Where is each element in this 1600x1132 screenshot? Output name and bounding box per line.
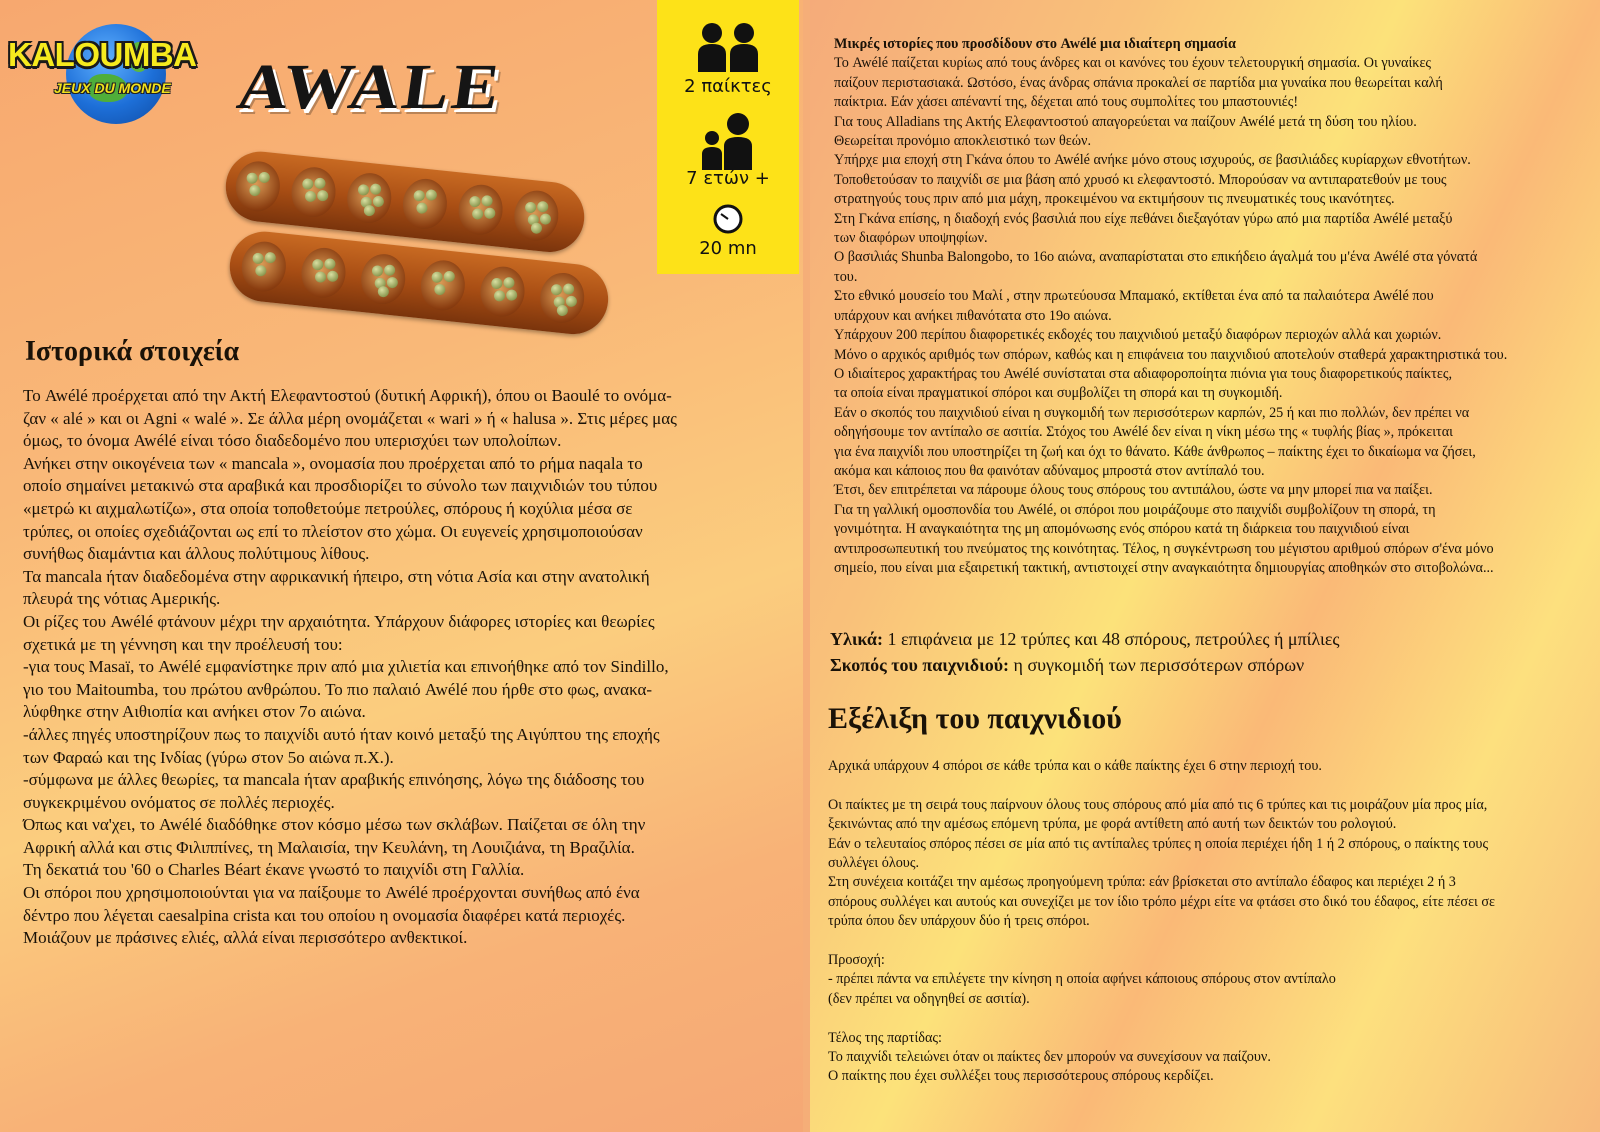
rules-line: Το παιχνίδι τελειώνει όταν οι παίκτες δεν μπορούν να συνεχίσουν να παίζουν.	[828, 1049, 1271, 1066]
age-range: 7 ετών +	[686, 168, 770, 189]
history-line: συνήθως διαμάντια και άλλους πολύτιμους λίθους.	[23, 544, 370, 564]
stories-line: τα οποία είναι πραγματικοί σπόροι και συμβολίζει τη σπορά και τη συγκομιδή.	[834, 385, 1283, 402]
seed	[530, 222, 542, 234]
board-pit	[456, 183, 505, 237]
history-line: Τη δεκατιά του '60 ο Charles Béart έκανε γνωστό το παιχνίδι στη Γαλλία.	[23, 860, 525, 880]
rules-line: Αρχικά υπάρχουν 4 σπόροι σε κάθε τρύπα και ο κάθε παίκτης έχει 6 στην περιοχή του.	[828, 758, 1322, 774]
materials-section	[830, 626, 1590, 678]
game-duration: 20 mn	[699, 238, 757, 259]
seed	[481, 195, 493, 207]
game-rules-text	[828, 757, 1598, 1087]
stories-heading: Μικρές ιστορίες που προσδίδουν στο Awélé μια ιδιαίτερη σημασία	[834, 36, 1236, 52]
stories-line: Ο βασιλιάς Shunba Balongobo, το 16ο αιώνα, αναπαρίσταται στο επικήδειο άγαλμά του μ'ένα Awélé στα γόνατά	[834, 249, 1478, 266]
history-line: συγκεκριμένου ονόματος σε πολλές περιοχές.	[23, 792, 335, 812]
seed	[493, 290, 505, 302]
materials-line	[830, 626, 1590, 652]
history-line: δέντρο που λέγεται caesalpina crista και του οποίου η ονομασία διαφέρει κατά περιοχές.	[23, 905, 626, 925]
game-info-box	[657, 0, 799, 274]
history-line: σχετικά με τη γέννηση και την προέλευσή του:	[23, 634, 343, 654]
history-line: οποίο σημαίνει μετακινώ στα αραβικά και προσδιορίζει το σύνολο των παιχνιδιών του τύπου	[23, 476, 658, 496]
history-line: Αφρική αλλά και στις Φιλιππίνες, τη Μαλαισία, την Κευλάνη, τη Λουιζιάνα, τη Βραζιλία.	[23, 837, 635, 857]
seed	[434, 284, 446, 296]
seed	[377, 286, 389, 298]
seed	[246, 172, 258, 184]
seed	[314, 177, 326, 189]
stories-line: Το Awélé παίζεται κυρίως από τους άνδρες και οι κανόνες του έχουν τελετουργική σημασία. Οι γυναίκες	[834, 55, 1432, 72]
materials-text: 1 επιφάνεια με 12 τρύπες και 48 σπόρους, πετρούλες ή μπίλιες	[882, 629, 1340, 649]
history-line: Οι ρίζες του Awélé φτάνουν μέχρι την αρχαιότητα. Υπάρχουν διάφορες ιστορίες και θεωρίες	[23, 611, 655, 631]
history-line: -άλλες πηγές υποστηρίζουν πως το παιχνίδι αυτό ήταν κοινό μεταξύ της Αιγύπτου της εποχής	[23, 724, 660, 744]
logo-name: KALOUMBA	[8, 36, 197, 73]
seed	[539, 213, 551, 225]
history-line: ζαν « alé » και οι Agni « walé ». Σε άλλα μέρη ονομάζεται « wari » ή « halusa ». Στις μέρες μας	[23, 408, 677, 428]
stories-line: Μόνο ο αρχικός αριθμός των σπόρων, καθώς και η επιφάνεια του παιχνιδιού αποτελούν σταθερά χαρακτηριστικά του.	[834, 346, 1508, 363]
rules-line: - πρέπει πάντα να επιλέγετε την κίνηση η οποία αφήνει κάποιους σπόρους στον αντίπαλο	[828, 971, 1336, 988]
history-line: γιο του Maitoumba, του πρώτου ανθρώπου. Το πιο παλαιό Awélé που ήρθε στο φως, ανακα-	[23, 679, 653, 699]
stories-line: Υπήρχε μια εποχή στη Γκάνα όπου το Awélé ανήκε μόνο στους ισχυρούς, σε βασιλιάδες κυρίαρχων εθνοτήτων.	[834, 152, 1471, 169]
game-title: AWALE	[233, 52, 508, 123]
board-pit	[478, 264, 527, 318]
history-line: όμως, το όνομα Awélé είναι τόσο διαδεδομένο που υπερισχύει των υπολοίπων.	[23, 431, 562, 451]
history-line: -σύμφωνα με άλλες θεωρίες, τα mancala ήταν αραβικής επινόησης, λόγω της διάδοσης του	[23, 770, 645, 790]
seed	[556, 304, 568, 316]
seed	[550, 284, 562, 296]
board-pit	[345, 171, 394, 225]
history-line: Ανήκει στην οικογένεια των « mancala », ονομασία που προέρχεται από το ρήμα naqala το	[23, 453, 643, 473]
seed	[503, 277, 515, 289]
seed	[302, 178, 314, 190]
seed	[425, 189, 437, 201]
two-players-icon	[657, 22, 799, 72]
seed	[413, 190, 425, 202]
rules-line: ξεκινώντας από την αμέσως επόμενη τρύπα, με φορά αντίθετη από αυτή των δεικτών του ρολογιού.	[828, 816, 1397, 833]
seed	[565, 295, 577, 307]
history-line: Το Awélé προέρχεται από την Ακτή Ελεφαντοστού (δυτική Αφρική), όπου οι Baoulé το ονόμα-	[23, 386, 672, 405]
stories-line: του.	[834, 268, 858, 285]
stories-line: στρατηγούς τους πριν από μια μάχη, προκειμένου να εκτιμήσουν τις πνευματικές τους ικανότητες.	[834, 191, 1395, 208]
rules-line: τρύπα όπου δεν υπάρχουν δύο ή τρεις σπόροι.	[828, 913, 1090, 930]
seed	[484, 207, 496, 219]
goal-line	[830, 652, 1590, 678]
kaloumba-logo	[8, 14, 203, 126]
seed	[431, 271, 443, 283]
seed	[384, 264, 396, 276]
goal-label: Σκοπός του παιχνιδιού:	[830, 655, 1010, 675]
board-pit	[239, 239, 288, 293]
board-pit	[359, 252, 408, 306]
seed	[324, 258, 336, 270]
stories-line: των διαφόρων υποψηφίων.	[834, 230, 988, 247]
seed	[363, 205, 375, 217]
logo-tagline: JEUX DU MONDE	[54, 80, 171, 96]
history-line: -για τους Masaï, το Awélé εμφανίστηκε πριν από μια χιλιετία και επινοήθηκε από τον Sindillo,	[23, 657, 669, 677]
history-line: Όπως και να'χει, το Awélé διαδόθηκε στον κόσμο μέσω των σκλάβων. Παίζεται σε όλη την	[23, 815, 646, 835]
rules-spacer	[828, 776, 1598, 795]
seed	[317, 190, 329, 202]
stories-line: ακόμα και κάποιος που θα φαινόταν αδύναμος μπροστά στον αντίπαλό του.	[834, 462, 1265, 479]
seed	[372, 195, 384, 207]
board-pit	[289, 165, 338, 219]
rules-line: Προσοχή:	[828, 952, 885, 969]
seed	[506, 289, 518, 301]
seed	[249, 185, 261, 197]
board-pit	[512, 188, 561, 242]
seed	[525, 201, 537, 213]
seed	[312, 259, 324, 271]
goal-text: η συγκομιδή των περισσότερων σπόρων	[1009, 655, 1305, 675]
seed	[472, 208, 484, 220]
history-line: Μοιάζουν με πράσινες ελιές, αλλά είναι περισσότερο ανθεκτικοί.	[23, 928, 468, 948]
stories-line: Στη Γκάνα επίσης, η διαδοχή ενός βασιλιά που είχε πεθάνει διεξαγόταν γύρω από μια παρτίδα Awélé μεταξύ	[834, 210, 1453, 227]
stories-line: αντιπροσωπευτική του πνεύματος της κοινότητας. Τέλος, η συγκέντρωση του μέγιστου αριθμού σπόρων σ'ένα μόνο	[834, 540, 1494, 557]
seed	[443, 270, 455, 282]
rules-line: Στη συνέχεια κοιτάζει την αμέσως προηγούμενη τρύπα: εάν βρίσκεται στο αντίπαλο έδαφος και περιέχει 2 ή 3	[828, 874, 1456, 891]
board-pit	[400, 177, 449, 231]
stories-section	[834, 35, 1600, 578]
stories-line: Εάν ο σκοπός του παιχνιδιού είναι η συγκομιδή των περισσότερων καρπών, 25 ή και πιο πολλών, δεν πρέπει να	[834, 404, 1470, 421]
board-pit	[418, 258, 467, 312]
seed	[314, 271, 326, 283]
stories-line: για ένα παιχνίδι που υποστηρίζει τη ζωή και όχι το θάνατο. Κάθε άνθρωπος – παίκτης έχει το δικαίωμα να ζήσει,	[834, 443, 1476, 460]
history-line: λύφθηκε στην Αιθιοπία και ανήκει στον 7ο αιώνα.	[23, 702, 366, 722]
history-line: τρύπες, οι οποίες σχεδιάζονται ως επί το πλείστον στο χώμα. Οι ευγενείς χρησιμοποιούσαν	[23, 521, 643, 541]
stories-line: Έτσι, δεν επιτρέπεται να πάρουμε όλους τους σπόρους του αντιπάλου, ώστε να μην μπορεί πια να παίξει.	[834, 482, 1433, 499]
rules-line: σπόρους συλλέγει και αυτούς και συνεχίζει με τον ίδιο τρόπο μέχρι είτε να φτάσει στο δικό του έδαφος, είτε πέσει σε	[828, 893, 1496, 910]
seed	[469, 196, 481, 208]
page-gutter	[803, 0, 810, 1132]
stories-line: Για τους Alladians της Ακτής Ελεφαντοστού απαγορεύεται να παίζουν Awélé μετά τη δύση του ηλίου.	[834, 113, 1417, 130]
rules-line: Τέλος της παρτίδας:	[828, 1029, 942, 1046]
rules-line: Οι παίκτες με τη σειρά τους παίρνουν όλους τους σπόρους από μία από τις 6 τρύπες και τις μοιράζουν μία προς μία,	[828, 796, 1488, 813]
history-line: Οι σπόροι που χρησιμοποιούνται για να παίξουμε το Awélé προέρχονται συνήθως από ένα	[23, 883, 640, 903]
rules-spacer	[828, 932, 1598, 951]
stories-line: Θεωρείται προνόμιο αποκλειστικό των θεών.	[834, 133, 1091, 150]
seed	[258, 171, 270, 183]
history-line: των Φαραώ και της Ινδίας (γύρω στον 5ο αιώνα π.Χ.).	[23, 747, 394, 767]
stories-line: σημείο, που είναι μια εξαιρετική τακτική, αντιστοιχεί στην αναγκαιότητα δημιουργίας αποθηκών στο σιτοβολώνα...	[834, 559, 1494, 576]
stories-line: παίζουν περιστασιακά. Ωστόσο, ένας άνδρας σπάνια προκαλεί σε παρτίδα μια γυναίκα που θεωρείται καλή	[834, 74, 1443, 91]
stories-line: Υπάρχουν 200 περίπου διαφορετικές εκδοχές του παιχνιδιού μεταξύ διαφόρων περιοχών αλλά και χωριών.	[834, 327, 1442, 344]
awale-board-image	[218, 138, 618, 323]
board-pit	[233, 159, 282, 213]
history-line: πλευρά της νότιας Αμερικής.	[23, 589, 221, 609]
stories-line: παίκτρια. Εάν χάσει απέναντί της, δέχεται από τους συμπολίτες του μπαστουνιές!	[834, 94, 1299, 111]
history-heading: Ιστορικά στοιχεία	[25, 336, 240, 367]
seed	[386, 277, 398, 289]
seed	[255, 265, 267, 277]
rules-spacer	[828, 1009, 1598, 1028]
seed	[370, 183, 382, 195]
rules-line: Εάν ο τελευταίος σπόρος πέσει σε μία από τις αντίπαλες τρύπες η οποία περιέχει ήδη 1 ή 2 σπόρους, ο παίκτης τους	[828, 835, 1489, 852]
stories-line: Για τη γαλλική ομοσπονδία του Awélé, οι σπόροι που μοιράζουμε στο παιχνίδι συμβολίζουν τη σπορά, τη	[834, 501, 1436, 518]
history-line: «μετρώ κι αιχμαλωτίζω», στα οποία τοποθετούμε πετρούλες, σπόρους ή κοχύλια μέσα σε	[23, 498, 633, 518]
adult-child-icon	[657, 112, 799, 170]
stories-line: Τοποθετούσαν το παιχνίδι σε μια βάση από χρυσό κι ελεφαντοστό. Μπορούσαν να αντιπαρατεθούν με τους	[834, 171, 1447, 188]
stories-line: γονιμότητα. Η αναγκαιότητα της μη απομόνωσης ενός σπόρου κατά τη διάρκεια του παιχνιδιού είναι	[834, 521, 1410, 538]
materials-label: Υλικά:	[830, 629, 883, 649]
history-line: Τα mancala ήταν διαδεδομένα στην αφρικανική ήπειρο, στη νότια Ασία και στην ανατολική	[23, 566, 650, 586]
rules-line: συλλέγει όλους.	[828, 855, 919, 872]
seed	[252, 252, 264, 264]
seed	[357, 184, 369, 196]
seed	[491, 277, 503, 289]
seed	[416, 202, 428, 214]
game-heading: Εξέλιξη του παιχνιδιού	[828, 702, 1122, 735]
board-pit	[299, 246, 348, 300]
seed	[264, 252, 276, 264]
seed	[327, 270, 339, 282]
seed	[563, 283, 575, 295]
seed	[537, 201, 549, 213]
seed	[305, 190, 317, 202]
stories-line: Ο ιδιαίτερος χαρακτήρας του Awélé συνίσταται στα αδιαφοροποίητα πιόνια για τους διαφορετικούς παίκτες,	[834, 365, 1453, 382]
history-text	[23, 385, 763, 950]
rules-line: Ο παίκτης που έχει συλλέξει τους περισσότερους σπόρους κερδίζει.	[828, 1068, 1214, 1085]
rules-line: (δεν πρέπει να οδηγηθεί σε ασιτία).	[828, 990, 1030, 1007]
board-pit	[538, 271, 587, 325]
stories-line: υπάρχουν και ανήκει πιθανότατα στο 19ο αιώνα.	[834, 307, 1112, 324]
stopwatch-icon	[657, 204, 799, 234]
stories-line: Στο εθνικό μουσείο του Μαλί , στην πρωτεύουσα Μπαμακό, εκτίθεται ένα από τα παλαιότερα Awélé που	[834, 288, 1434, 305]
players-count: 2 παίκτες	[684, 76, 772, 97]
stories-line: οδηγήσουμε τον αντίπαλο σε ασιτία. Στόχος του Awélé δεν είναι η νίκη μέσω της « τυφλής βίας », πρόκειται	[834, 424, 1453, 441]
seed	[371, 265, 383, 277]
